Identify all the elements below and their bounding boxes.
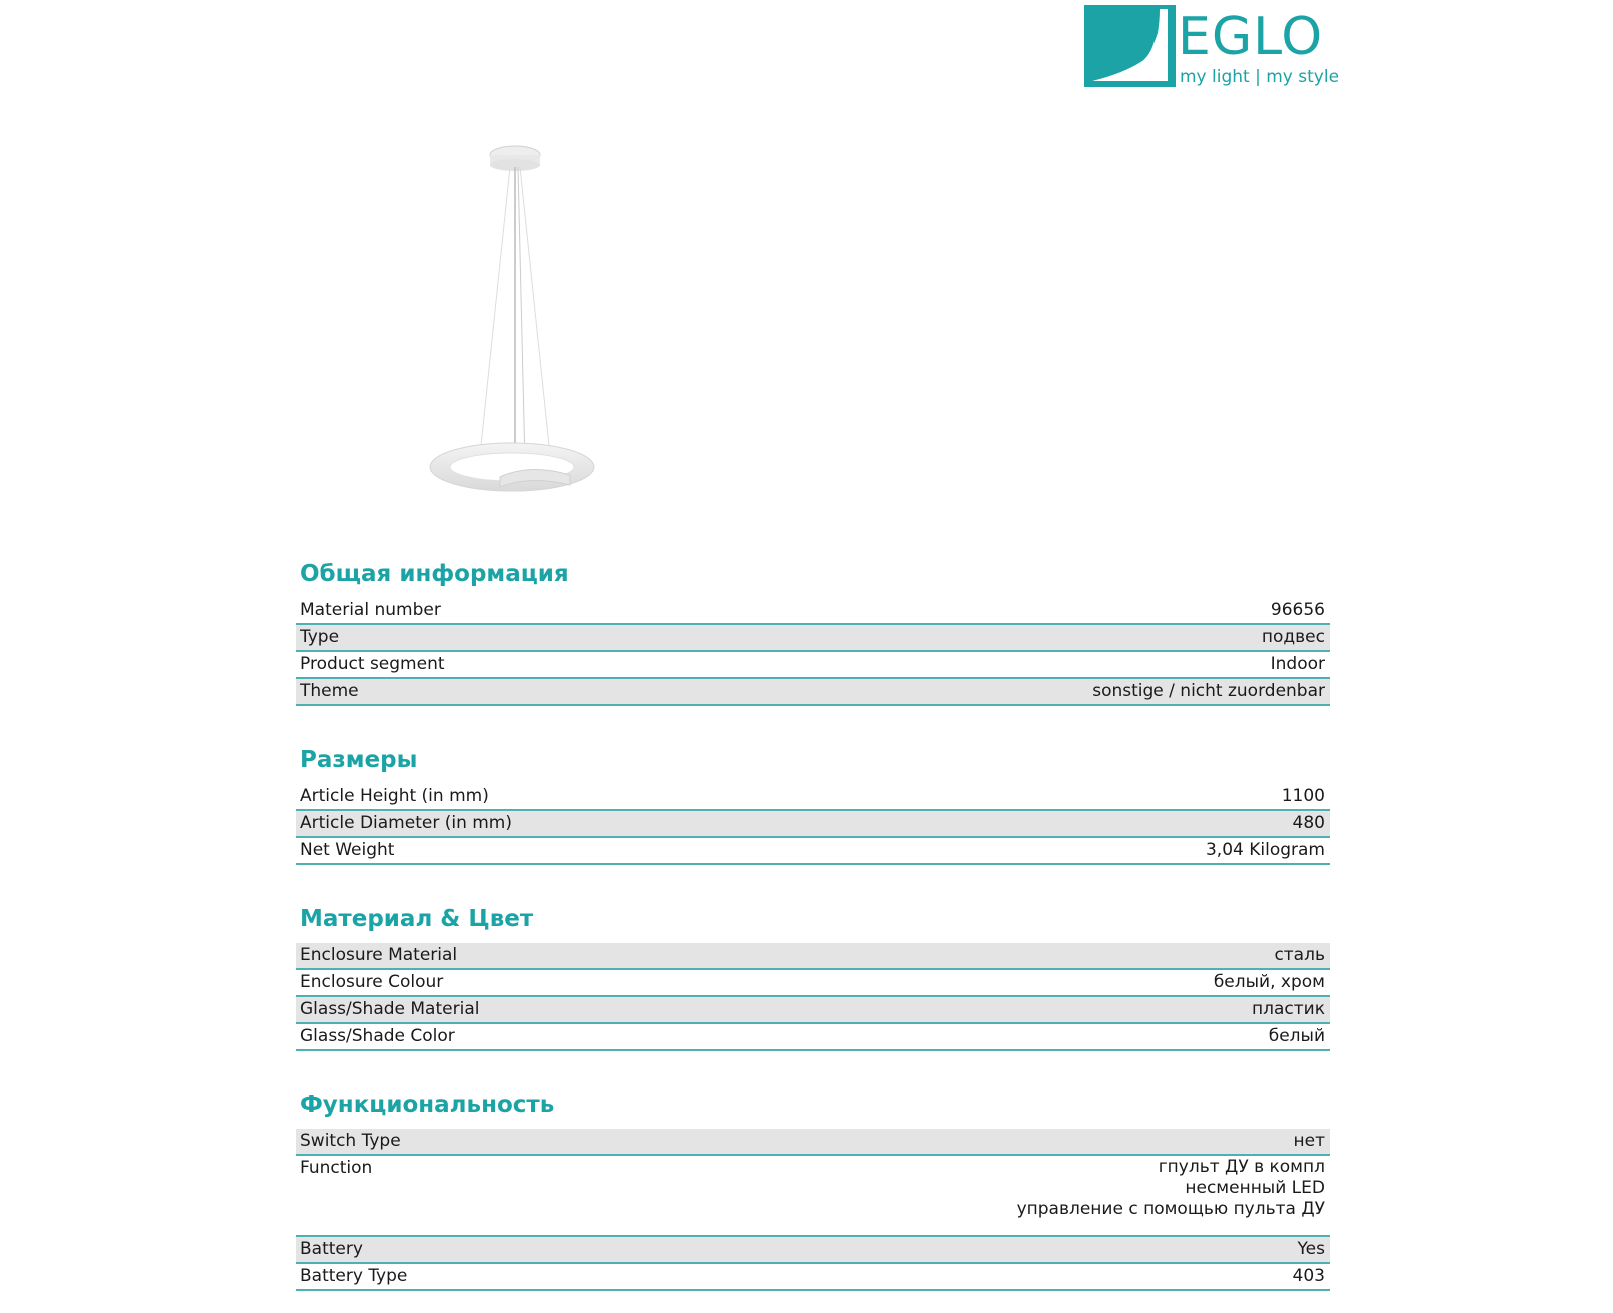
table-row	[296, 652, 1330, 679]
eglo-logo	[1084, 5, 1340, 89]
row-label: Product segment	[300, 654, 445, 674]
row-label: Net Weight	[300, 840, 395, 860]
row-label: Material number	[300, 600, 441, 620]
table-row	[296, 784, 1330, 811]
table-row	[296, 1156, 1330, 1237]
row-value: 1100	[1281, 786, 1325, 806]
table-row	[296, 1264, 1330, 1291]
row-value: пластик	[1252, 999, 1325, 1019]
row-value: нет	[1293, 1131, 1325, 1151]
function-value-line: управление с помощью пульта ДУ	[1016, 1199, 1325, 1219]
function-value-line: несменный LED	[1185, 1178, 1325, 1198]
section-title-general: Общая информация	[300, 561, 569, 587]
row-label: Function	[300, 1158, 373, 1178]
section-title-material-color: Материал & Цвет	[300, 906, 534, 932]
row-value: 96656	[1270, 600, 1325, 620]
row-value	[1017, 1156, 1325, 1220]
row-label: Enclosure Material	[300, 945, 458, 965]
brand-tagline: my light | my style	[1180, 67, 1340, 87]
row-value: sonstige / nicht zuordenbar	[1092, 681, 1325, 701]
row-label: Type	[300, 627, 340, 647]
row-value: 480	[1292, 813, 1325, 833]
row-label: Battery	[300, 1239, 363, 1259]
section-title-dimensions: Размеры	[300, 747, 418, 773]
row-label: Glass/Shade Material	[300, 999, 480, 1019]
table-row	[296, 970, 1330, 997]
row-value: белый	[1268, 1026, 1325, 1046]
product-image	[420, 145, 600, 525]
functionality-table	[296, 1129, 1330, 1291]
row-label: Battery Type	[300, 1266, 408, 1286]
table-row	[296, 1237, 1330, 1264]
table-row	[296, 838, 1330, 865]
eglo-logo-mark-icon	[1084, 5, 1176, 87]
table-row	[296, 598, 1330, 625]
table-row	[296, 997, 1330, 1024]
table-row	[296, 1129, 1330, 1156]
table-row	[296, 943, 1330, 970]
table-row	[296, 1024, 1330, 1051]
row-label: Enclosure Colour	[300, 972, 444, 992]
row-value: 403	[1292, 1266, 1325, 1286]
general-table	[296, 598, 1330, 706]
row-label: Switch Type	[300, 1131, 401, 1151]
row-label: Article Diameter (in mm)	[300, 813, 512, 833]
table-row	[296, 811, 1330, 838]
function-value-line: гпульт ДУ в компл	[1158, 1157, 1325, 1177]
row-value: сталь	[1274, 945, 1325, 965]
spec-sheet	[296, 558, 1330, 1291]
row-value: подвес	[1261, 627, 1325, 647]
row-value: Yes	[1297, 1239, 1325, 1259]
brand-name: EGLO	[1178, 7, 1324, 67]
row-value: белый, хром	[1213, 972, 1325, 992]
section-title-functionality: Функциональность	[300, 1092, 555, 1118]
dimensions-table	[296, 784, 1330, 865]
row-label: Article Height (in mm)	[300, 786, 489, 806]
material-table	[296, 943, 1330, 1051]
table-row	[296, 679, 1330, 706]
row-value: Indoor	[1270, 654, 1325, 674]
table-row	[296, 625, 1330, 652]
row-value: 3,04 Kilogram	[1205, 840, 1325, 860]
row-label: Glass/Shade Color	[300, 1026, 455, 1046]
row-label: Theme	[300, 681, 359, 701]
